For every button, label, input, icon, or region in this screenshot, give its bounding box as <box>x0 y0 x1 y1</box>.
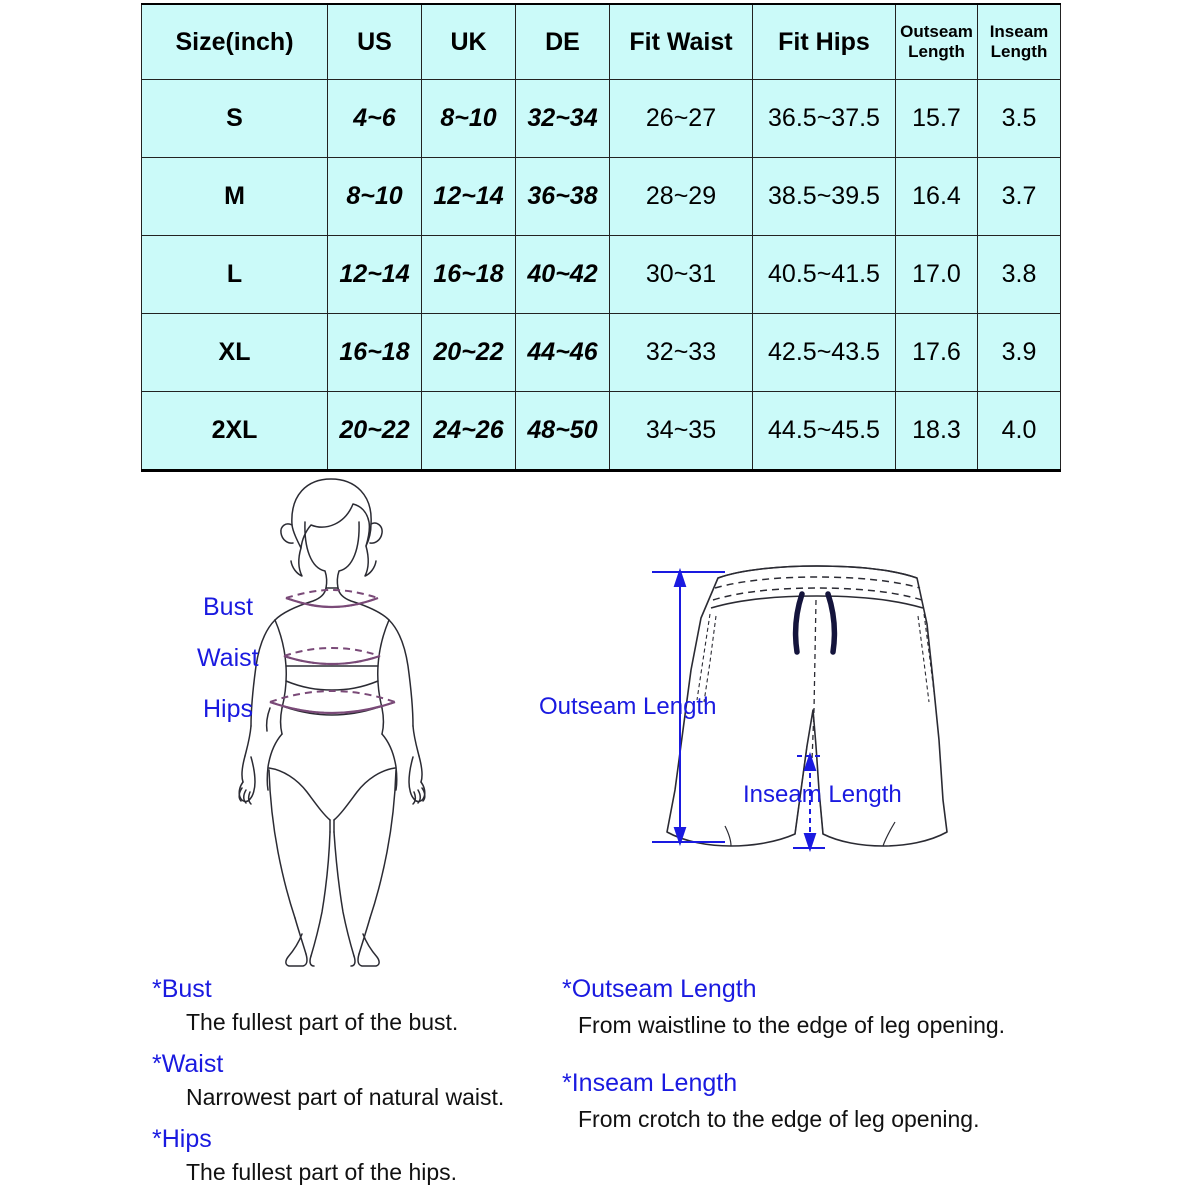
cell-fit-hips: 42.5~43.5 <box>753 314 896 392</box>
cell-inseam-length: 3.7 <box>978 158 1061 236</box>
table-row <box>142 80 1061 158</box>
legend-desc-inseam-length: From crotch to the edge of leg opening. <box>578 1106 980 1132</box>
waist-label: Waist <box>197 644 259 672</box>
cell-de: 40~42 <box>516 236 610 314</box>
column-header-fit-waist: Fit Waist <box>610 4 753 80</box>
cell-de: 44~46 <box>516 314 610 392</box>
cell-uk: 20~22 <box>422 314 516 392</box>
size-chart-table-container <box>141 3 1060 472</box>
cell-size: L <box>142 236 328 314</box>
column-header-uk: UK <box>422 4 516 80</box>
cell-inseam-length: 3.9 <box>978 314 1061 392</box>
legend-term-waist: *Waist <box>152 1050 224 1078</box>
column-header-outseam-length <box>896 4 978 80</box>
legend-desc-waist: Narrowest part of natural waist. <box>186 1084 505 1110</box>
outseam-head-line1: Outseam <box>900 22 973 42</box>
inseam-arrow-up <box>805 755 815 770</box>
measurement-lines <box>270 590 395 713</box>
cell-de: 36~38 <box>516 158 610 236</box>
cell-us: 16~18 <box>328 314 422 392</box>
hips-measure-line-back <box>270 691 395 702</box>
table-header-row <box>142 4 1061 80</box>
table-row <box>142 314 1061 392</box>
cell-fit-hips: 36.5~37.5 <box>753 80 896 158</box>
female-body-figure <box>185 470 475 980</box>
table-row <box>142 392 1061 471</box>
cell-us: 8~10 <box>328 158 422 236</box>
cell-size: M <box>142 158 328 236</box>
cell-size: XL <box>142 314 328 392</box>
inseam-head-line2: Length <box>990 42 1048 61</box>
waist-line-front <box>284 656 380 664</box>
legend-desc-bust: The fullest part of the bust. <box>186 1009 459 1035</box>
cell-inseam-length: 4.0 <box>978 392 1061 471</box>
table-row <box>142 158 1061 236</box>
cell-de: 48~50 <box>516 392 610 471</box>
column-header-inseam-length <box>978 4 1061 80</box>
column-header-de: DE <box>516 4 610 80</box>
cell-size: S <box>142 80 328 158</box>
cell-inseam-length: 3.5 <box>978 80 1061 158</box>
cell-us: 12~14 <box>328 236 422 314</box>
cell-size: 2XL <box>142 392 328 471</box>
legend-garment-measurements <box>562 975 1122 1163</box>
bust-label: Bust <box>203 593 254 621</box>
cell-fit-hips: 38.5~39.5 <box>753 158 896 236</box>
legend-term-outseam-length: *Outseam Length <box>562 975 757 1003</box>
cell-de: 32~34 <box>516 80 610 158</box>
inseam-head-line1: Inseam <box>989 22 1049 42</box>
legend-desc-hips: The fullest part of the hips. <box>186 1159 458 1185</box>
cell-fit-waist: 28~29 <box>610 158 753 236</box>
cell-uk: 12~14 <box>422 158 516 236</box>
measurement-diagrams <box>0 470 1200 990</box>
cell-fit-waist: 30~31 <box>610 236 753 314</box>
cell-us: 4~6 <box>328 80 422 158</box>
hips-label: Hips <box>203 695 254 723</box>
legend-desc-outseam-length: From waistline to the edge of leg opening. <box>578 1012 1006 1038</box>
outseam-length-label: Outseam Length <box>539 693 717 720</box>
cell-us: 20~22 <box>328 392 422 471</box>
cell-fit-waist: 32~33 <box>610 314 753 392</box>
legend-term-inseam-length: *Inseam Length <box>562 1069 738 1097</box>
legend-term-bust: *Bust <box>152 975 212 1003</box>
size-chart-table <box>141 3 1061 472</box>
cell-uk: 8~10 <box>422 80 516 158</box>
outseam-arrow-down <box>675 828 685 843</box>
cell-outseam-length: 17.6 <box>896 314 978 392</box>
inseam-arrow-down <box>805 834 815 849</box>
cell-outseam-length: 17.0 <box>896 236 978 314</box>
cell-fit-hips: 44.5~45.5 <box>753 392 896 471</box>
column-header-size: Size(inch) <box>142 4 328 80</box>
waist-measure-line-back <box>284 648 380 656</box>
outseam-head-line2: Length <box>908 42 965 61</box>
cell-outseam-length: 18.3 <box>896 392 978 471</box>
column-header-us: US <box>328 4 422 80</box>
bust-measure-line-back <box>286 590 378 598</box>
inseam-length-label: Inseam Length <box>743 781 902 808</box>
cell-uk: 16~18 <box>422 236 516 314</box>
shorts-figure <box>535 560 955 880</box>
cell-inseam-length: 3.8 <box>978 236 1061 314</box>
cell-uk: 24~26 <box>422 392 516 471</box>
legend-body-measurements <box>152 975 572 1200</box>
table-row <box>142 236 1061 314</box>
body-outline <box>239 479 425 966</box>
cell-fit-waist: 34~35 <box>610 392 753 471</box>
legend-term-hips: *Hips <box>152 1125 212 1153</box>
cell-outseam-length: 15.7 <box>896 80 978 158</box>
outseam-arrow-up <box>675 571 685 586</box>
column-header-fit-hips: Fit Hips <box>753 4 896 80</box>
cell-outseam-length: 16.4 <box>896 158 978 236</box>
cell-fit-hips: 40.5~41.5 <box>753 236 896 314</box>
cell-fit-waist: 26~27 <box>610 80 753 158</box>
hips-line-front <box>270 702 395 713</box>
